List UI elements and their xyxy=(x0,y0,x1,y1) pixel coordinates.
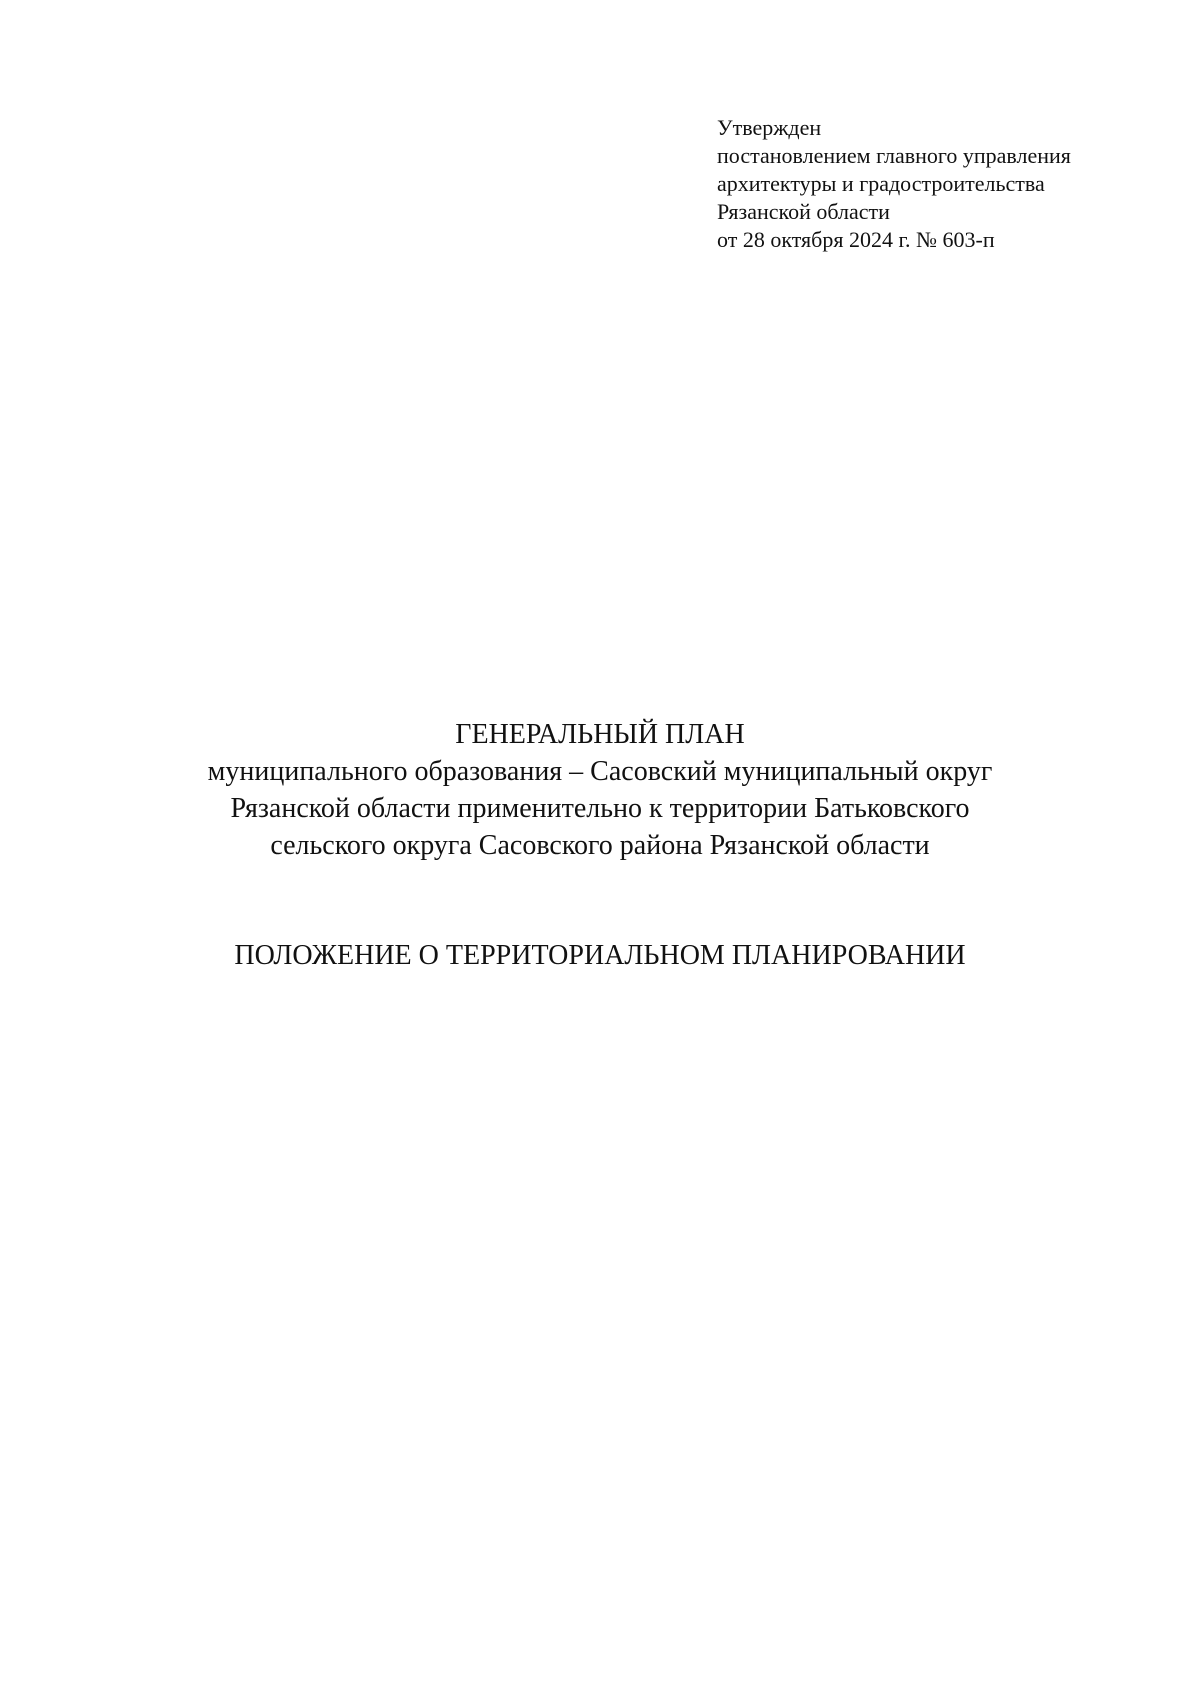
approval-stamp-block xyxy=(717,114,1187,254)
approval-line: Утвержден xyxy=(717,115,822,140)
document-heading: ГЕНЕРАЛЬНЫЙ ПЛАН xyxy=(455,719,745,750)
section-title: ПОЛОЖЕНИЕ О ТЕРРИТОРИАЛЬНОМ ПЛАНИРОВАНИИ xyxy=(234,940,966,971)
approval-line: Рязанской области xyxy=(717,199,890,224)
document-subtitle-line: Рязанской области применительно к территории Батьковского xyxy=(230,793,970,824)
document-title-block xyxy=(0,716,1200,864)
approval-line: архитектуры и градостроительства xyxy=(717,171,1045,196)
approval-date-number: от 28 октября 2024 г. № 603-п xyxy=(717,227,995,252)
document-subtitle-line: сельского округа Сасовского района Рязанской области xyxy=(270,830,930,861)
approval-line: постановлением главного управления xyxy=(717,143,1071,168)
document-subtitle-line: муниципального образования – Сасовский муниципальный округ xyxy=(207,756,993,787)
